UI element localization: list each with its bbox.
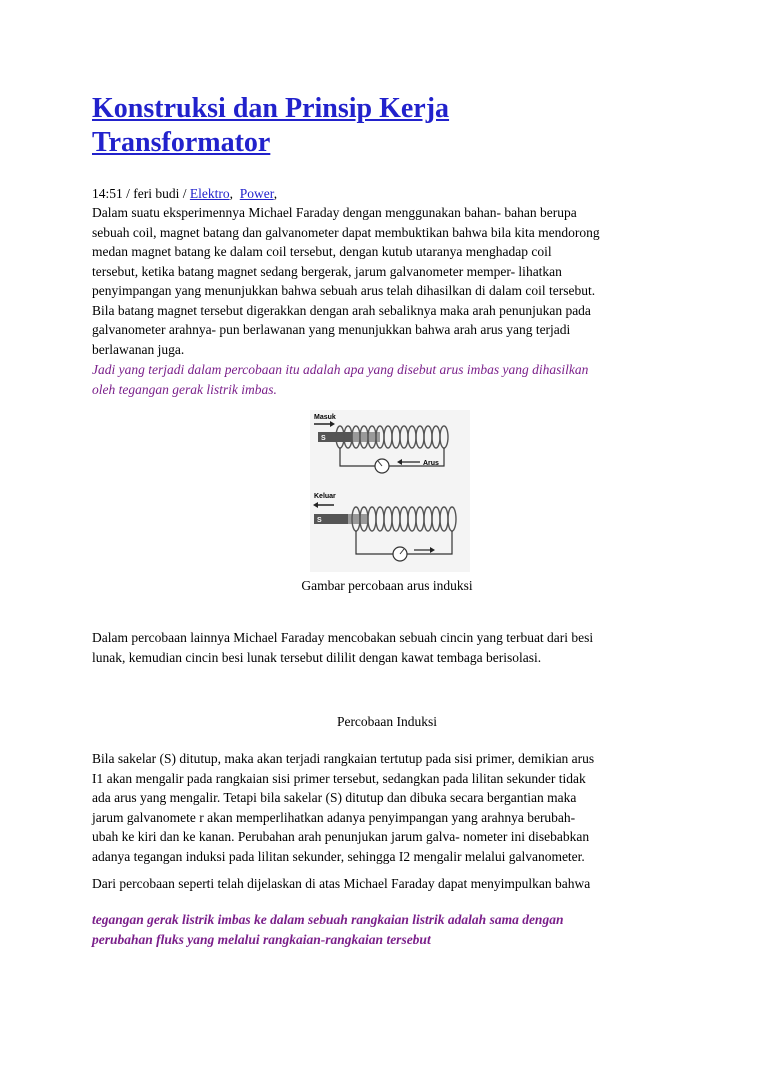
text-line: ubah ke kiri dan ke kanan. Perubahan arah penunjukan jarum galva- nometer ini disebabkan [92, 829, 590, 844]
text-line: tegangan gerak listrik imbas ke dalam sebuah rangkaian listrik adalah sama dengan [92, 912, 564, 927]
induction-figure [310, 410, 470, 572]
paragraph-law-statement [92, 910, 563, 949]
text-line: sebuah coil, magnet batang dan galvanometer dapat membuktikan bahwa bila kita mendorong [92, 224, 600, 240]
text-line: adanya tegangan induksi pada lilitan sekunder, sehingga I2 mengalir melalui galvanometer. [92, 848, 585, 864]
text-line: Jadi yang terjadi dalam percobaan itu adalah apa yang disebut arus imbas yang dihasilkan [92, 362, 589, 377]
text-line: medan magnet batang ke dalam coil tersebut, dengan kutub utaranya menghadap coil [92, 244, 552, 259]
text-line: lunak, kemudian cincin besi lunak tersebut dililit dengan kawat tembaga berisolasi. [92, 649, 542, 665]
post-author: / feri budi / [122, 186, 190, 201]
paragraph-conclusion-italic [92, 360, 588, 399]
text-line: berlawanan juga. [92, 341, 185, 357]
text-line: galvanometer arahnya- pun berlawanan yang menunjukkan bahwa arah arus yang terjadi [92, 322, 571, 337]
label-s-top: S [321, 435, 326, 442]
text-line: Bila sakelar (S) ditutup, maka akan terjadi rangkaian tertutup pada sisi primer, demikian arus [92, 751, 595, 766]
text-line: tersebut, ketika batang magnet sedang bergerak, jarum galvanometer memper- lihatkan [92, 263, 562, 279]
category-link-power[interactable]: Power [239, 186, 274, 201]
meta-suffix: , [273, 186, 278, 201]
text-line: Dalam percobaan lainnya Michael Faraday mencobakan sebuah cincin yang terbuat dari besi [92, 630, 594, 645]
text-line: perubahan fluks yang melalui rangkaian-rangkaian tersebut [92, 931, 431, 947]
label-arus: Arus [423, 460, 439, 467]
category-link-elektro[interactable]: Elektro [189, 186, 230, 201]
text-line: Bila batang magnet tersebut digerakkan dengan arah sebaliknya maka arah penunjukan pada [92, 302, 591, 318]
text-line: jarum galvanomete r akan memperlihatkan adanya penyimpangan yang arahnya berubah- [92, 809, 576, 825]
text-line: Dalam suatu eksperimennya Michael Faraday dengan menggunakan bahan- bahan berupa [92, 205, 577, 220]
text-line: oleh tegangan gerak listrik imbas. [92, 381, 277, 397]
text-line: penyimpangan yang menunjukkan bahwa sebuah arus telah dihasilkan di dalam coil tersebut. [92, 283, 596, 298]
paragraph-switch [92, 749, 594, 866]
text-line: I1 akan mengalir pada rangkaian sisi primer tersebut, sedangkan pada lilitan sekunder tidak [92, 770, 586, 786]
paragraph-summary-intro [92, 874, 590, 894]
paragraph-intro [92, 203, 600, 359]
text-line: Dari percobaan seperti telah dijelaskan di atas Michael Faraday dapat menyimpulkan bahwa [92, 876, 591, 891]
meta-separator: , [229, 186, 240, 201]
coil-magnet-diagram [310, 410, 470, 572]
figure-caption: Gambar percobaan arus induksi [301, 578, 473, 593]
label-masuk: Masuk [314, 414, 336, 421]
post-meta [92, 184, 277, 203]
page-title[interactable] [92, 92, 652, 160]
title-line-1[interactable]: Konstruksi dan Prinsip Kerja [92, 93, 450, 124]
label-keluar: Keluar [314, 493, 336, 500]
text-line: ada arus yang mengalir. Tetapi bila sakelar (S) ditutup dan dibuka secara bergantian maka [92, 790, 577, 805]
section-heading: Percobaan Induksi [336, 714, 438, 729]
post-time: 14:51 [92, 186, 123, 201]
label-s-bottom: S [317, 517, 322, 524]
title-line-2[interactable]: Transformator [92, 127, 271, 158]
paragraph-ring-experiment [92, 628, 593, 667]
